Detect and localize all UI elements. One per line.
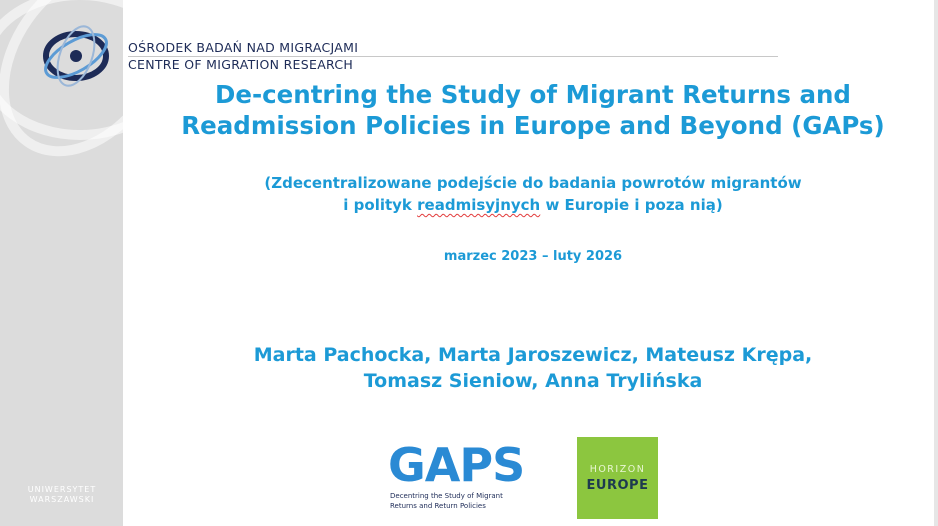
institution-name-en: CENTRE OF MIGRATION RESEARCH — [128, 57, 354, 72]
cmr-globe-logo-icon — [36, 20, 118, 90]
gaps-logo — [388, 440, 563, 515]
authors-list: Marta Pachocka, Marta Jaroszewicz, Mateusz Krępa, Tomasz Sieniow, Anna Trylińska — [253, 344, 813, 392]
gaps-logo-word: GAPS — [388, 438, 525, 492]
slide-title: De-centring the Study of Migrant Returns and Readmission Policies in Europe and Beyond (GAPs) — [181, 80, 885, 140]
university-name: UNIWERSYTET WARSZAWSKI — [27, 485, 97, 504]
project-dates: marzec 2023 – luty 2026 — [443, 249, 623, 264]
gaps-logo-tagline: Decentring the Study of Migrant Returns and Return Policies — [390, 492, 503, 510]
spellcheck-flagged-word: readmisyjnych — [417, 196, 541, 214]
header-divider — [128, 56, 778, 57]
horizon-europe-logo: HORIZON EUROPE — [577, 437, 658, 519]
institution-name-pl: OŚRODEK BADAŃ NAD MIGRACJAMI — [128, 40, 359, 55]
slide-subtitle: (Zdecentralizowane podejście do badania powrotów migrantów i polityk readmisyjnych w Europie i poza nią) — [264, 174, 802, 214]
